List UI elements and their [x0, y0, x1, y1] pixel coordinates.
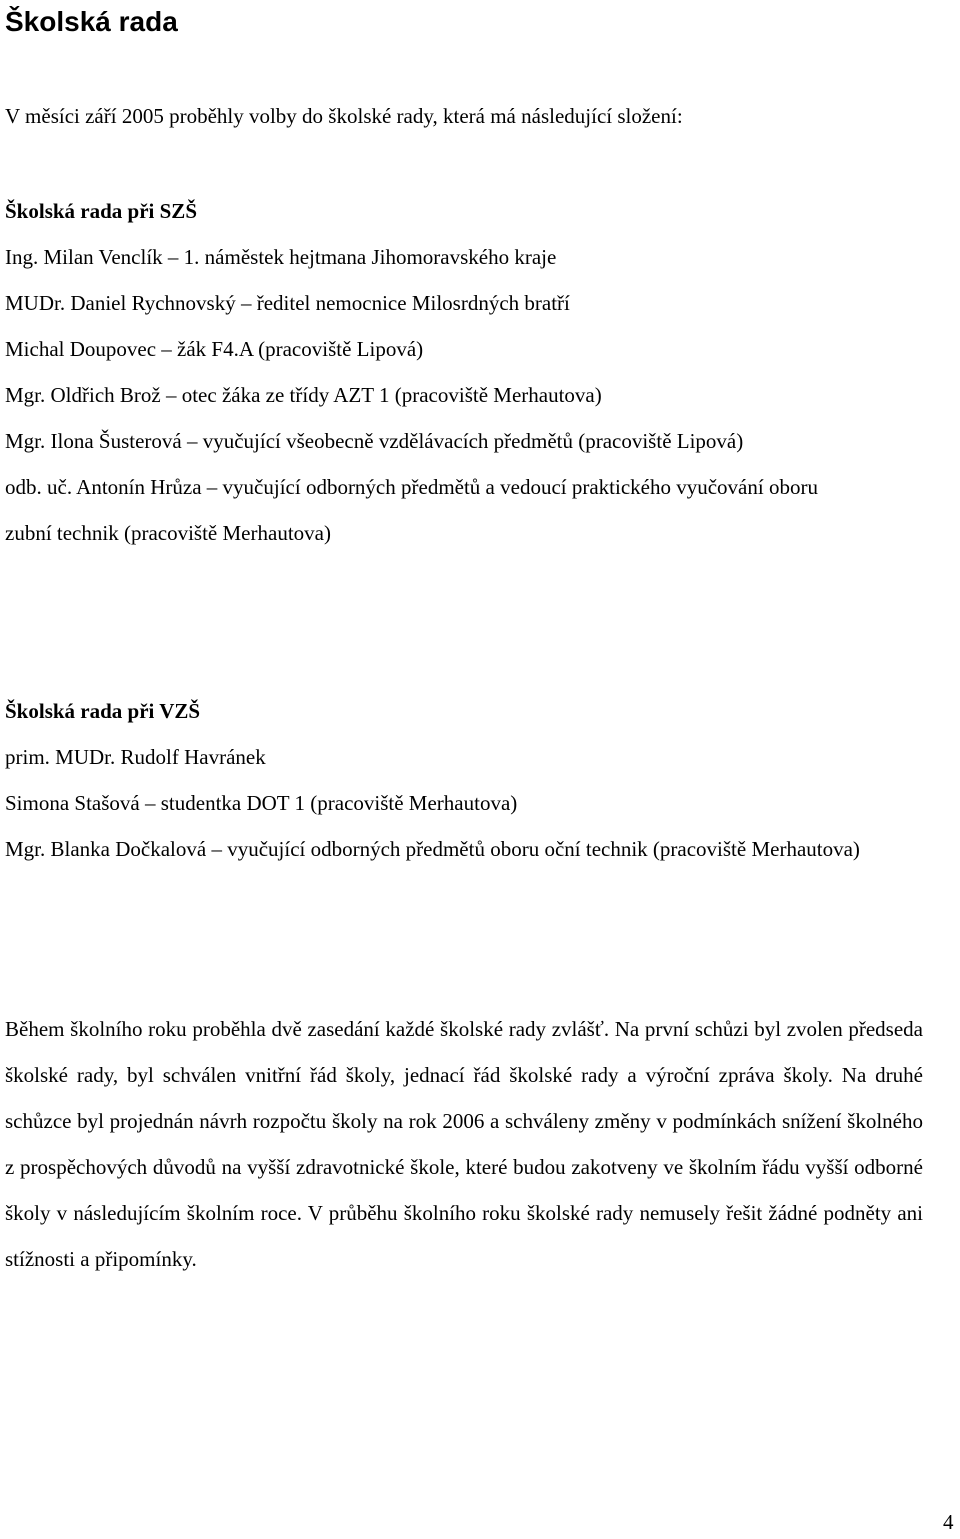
- member-item: MUDr. Daniel Rychnovský – ředitel nemocnice Milosrdných bratří: [5, 291, 570, 315]
- intro-paragraph: V měsíci září 2005 proběhly volby do školské rady, která má následující složení:: [5, 104, 683, 128]
- section-heading-vzs: Školská rada při VZŠ: [5, 699, 201, 723]
- member-item: prim. MUDr. Rudolf Havránek: [5, 745, 266, 769]
- member-item: Mgr. Blanka Dočkalová – vyučující odborných předmětů oboru oční technik (pracoviště Merhautova): [5, 837, 860, 861]
- section-heading-szs: Školská rada při SZŠ: [5, 199, 197, 223]
- member-item: Mgr. Oldřich Brož – otec žáka ze třídy AZT 1 (pracoviště Merhautova): [5, 383, 602, 407]
- page-title: Školská rada: [5, 6, 178, 37]
- member-item: Ing. Milan Venclík – 1. náměstek hejtmana Jihomoravského kraje: [5, 245, 557, 269]
- school-board-vzs-section: [5, 688, 925, 872]
- member-item: Mgr. Ilona Šusterová – vyučující všeobecně vzdělávacích předmětů (pracoviště Lipová): [5, 429, 744, 453]
- member-item: Michal Doupovec – žák F4.A (pracoviště Lipová): [5, 337, 424, 361]
- member-item: Simona Stašová – studentka DOT 1 (pracoviště Merhautova): [5, 791, 518, 815]
- page-number: 4: [943, 1510, 954, 1534]
- summary-paragraph: Během školního roku proběhla dvě zasedání každé školské rady zvlášť. Na první schůzi byl zvolen předseda školské rady, byl schválen vnitřní řád školy, jednací řád školské rady a výroční zpráva školy. Na druhé schůzce byl projednán návrh rozpočtu školy na rok 2006 a schváleny změny v podmínkách snížení školného z prospěchových důvodů na vyšší zdravotnické škole, které budou zakotveny ve školním řádu vyšší odborné školy v následujícím školním roce. V průběhu školního roku školské rady nemusely řešit žádné podněty ani stížnosti a připomínky.: [5, 1017, 923, 1271]
- school-board-szs-section: [5, 188, 925, 556]
- member-item: odb. uč. Antonín Hrůza – vyučující odborných předmětů a vedoucí praktického vyučování oboru zubní technik (pracoviště Merhautova): [5, 475, 818, 545]
